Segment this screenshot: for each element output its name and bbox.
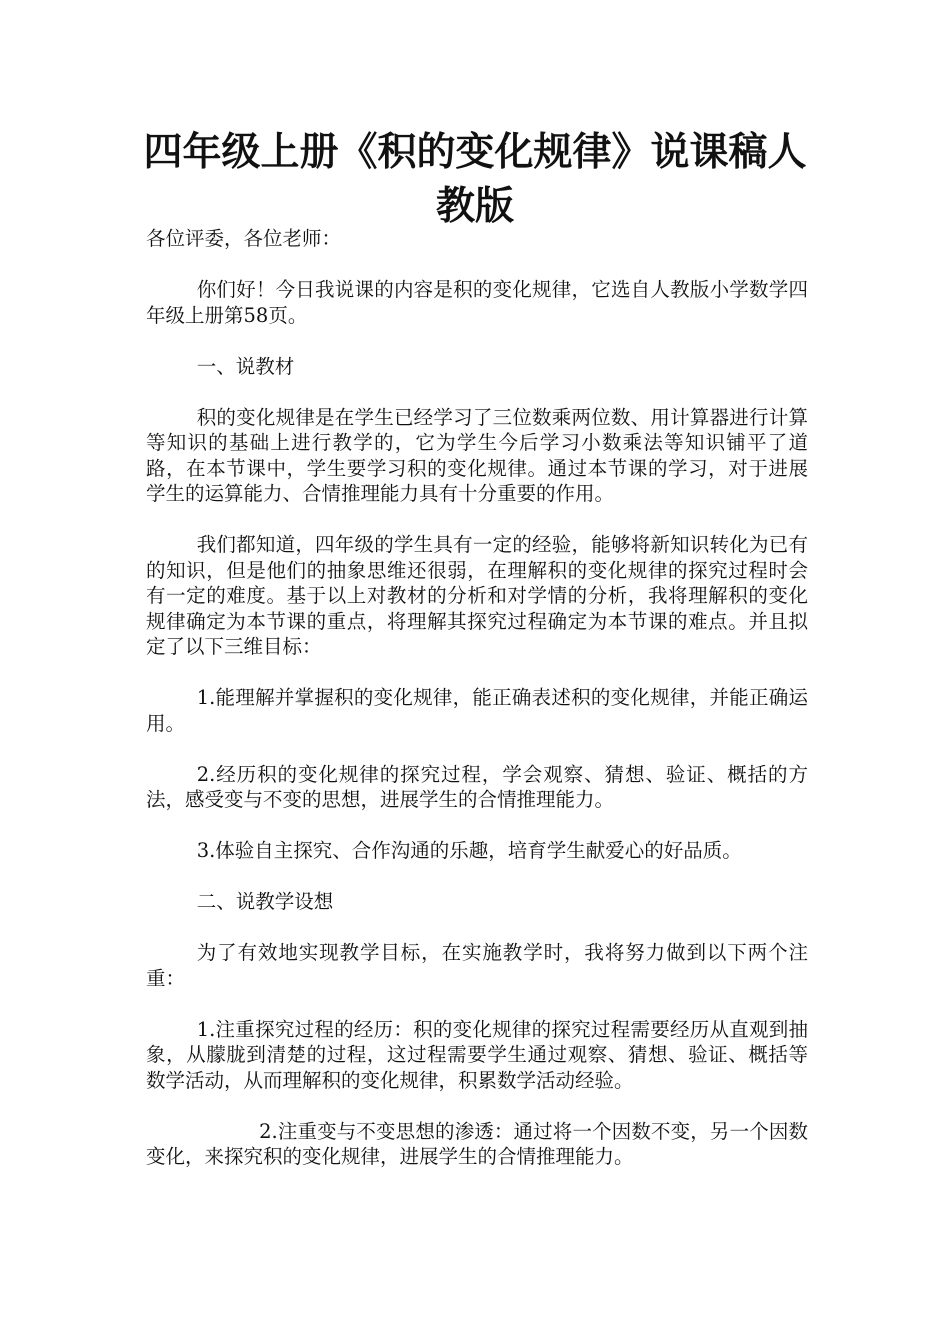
focus-item-1: 1.注重探究过程的经历：积的变化规律的探究过程需要经历从直观到抽象，从朦胧到清楚的过程，这过程需要学生通过观察、猜想、验证、概括等数学活动，从而理解积的变化规律，积累数学活动经验。 bbox=[146, 1017, 808, 1092]
document-body bbox=[146, 226, 808, 1195]
teaching-design-paragraph: 为了有效地实现教学目标，在实施教学时，我将努力做到以下两个注重： bbox=[146, 941, 808, 990]
document-title: 四年级上册《积的变化规律》说课稿人教版 bbox=[143, 130, 807, 229]
student-analysis-paragraph: 我们都知道，四年级的学生具有一定的经验，能够将新知识转化为已有的知识，但是他们的抽象思维还很弱，在理解积的变化规律的探究过程时会有一定的难度。基于以上对教材的分析和对学情的分析，我将理解积的变化规律确定为本节课的重点，将理解其探究过程确定为本节课的难点。并且拟定了以下三维目标： bbox=[146, 533, 808, 658]
intro-paragraph: 你们好！今日我说课的内容是积的变化规律，它选自人教版小学数学四年级上册第58页。 bbox=[146, 278, 808, 327]
section-heading-teaching-design: 二、说教学设想 bbox=[196, 890, 334, 913]
greeting-paragraph: 各位评委，各位老师： bbox=[146, 227, 342, 250]
focus-item-2: 2.注重变与不变思想的渗透：通过将一个因数不变，另一个因数变化，来探究积的变化规律，进展学生的合情推理能力。 bbox=[146, 1119, 808, 1168]
section-heading-textbook: 一、说教材 bbox=[196, 354, 295, 378]
goal-item-3: 3.体验自主探究、合作沟通的乐趣，培育学生献爱心的好品质。 bbox=[196, 839, 742, 862]
goal-item-1: 1.能理解并掌握积的变化规律，能正确表述积的变化规律，并能正确运用。 bbox=[146, 686, 808, 735]
textbook-paragraph: 积的变化规律是在学生已经学习了三位数乘两位数、用计算器进行计算等知识的基础上进行教学的，它为学生今后学习小数乘法等知识铺平了道路，在本节课中，学生要学习积的变化规律。通过本节课的学习，对于进展学生的运算能力、合情推理能力具有十分重要的作用。 bbox=[146, 405, 808, 505]
goal-item-2: 2.经历积的变化规律的探究过程，学会观察、猜想、验证、概括的方法，感受变与不变的思想，进展学生的合情推理能力。 bbox=[146, 762, 808, 811]
